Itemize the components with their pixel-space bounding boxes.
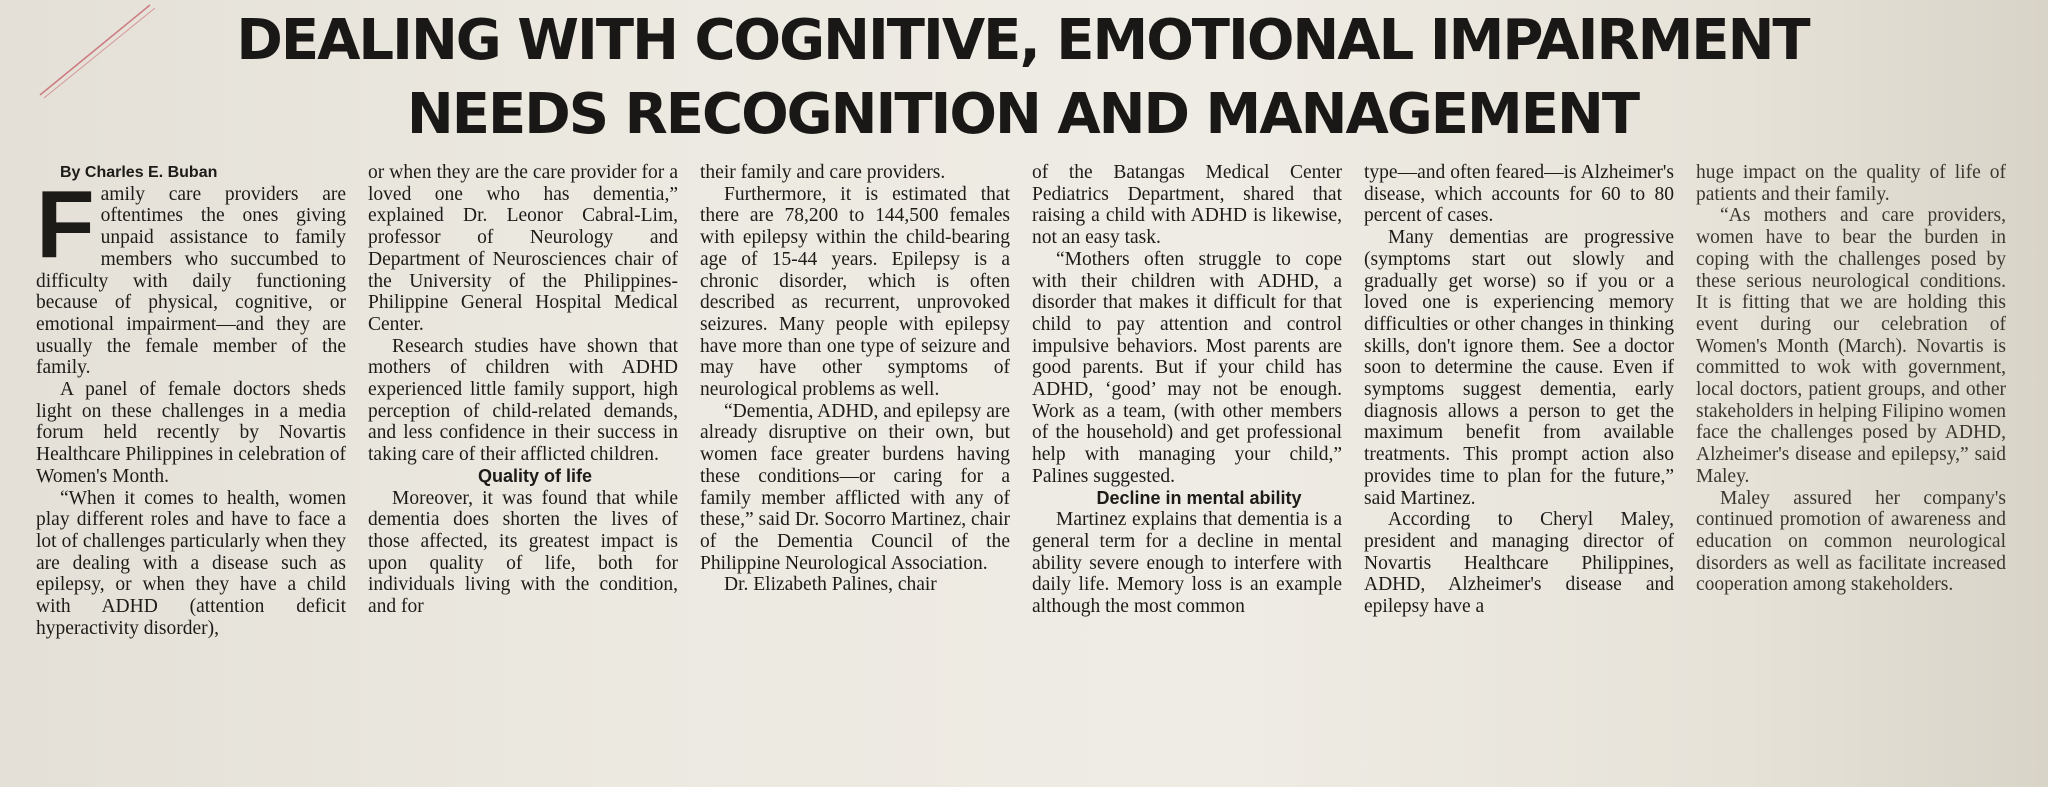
article-columns [36,162,2006,787]
subhead-quality-of-life: Quality of life [477,465,592,486]
paragraph: “Mothers often struggle to cope with their children with ADHD, a disorder that makes it difficult for that child to pay attention and control impulsive behaviors. Most parents are good parents. But if your child has ADHD, ‘good’ may not be enough. Work as a team, (with other members of the household) and get professional help with managing your child,” Palines suggested. [1032,248,1342,487]
paragraph: Research studies have shown that mothers of children with ADHD experienced little family support, high perception of child-related demands, and less confidence in their success in taking care of their afflicted children. [368,335,678,466]
paragraph: type—and often feared—is Alzheimer's disease, which accounts for 60 to 80 percent of cases. [1364,162,1674,227]
paragraph: their family and care providers. [700,162,946,183]
paragraph: Furthermore, it is estimated that there are 78,200 to 144,500 females with epilepsy within the child-bearing age of 15-44 years. Epilepsy is a chronic disorder, which is often described as recurrent, unprovoked seizures. Many people with epilepsy have more than one type of seizure and may have other symptoms of neurological problems as well. [700,183,1010,401]
headline-line-2: NEEDS RECOGNITION AND MANAGEMENT [406,82,1639,147]
paragraph: huge impact on the quality of life of patients and their family. [1696,162,2006,205]
headline-line-1: DEALING WITH COGNITIVE, EMOTIONAL IMPAIRMENT [236,8,1809,73]
paragraph: Martinez explains that dementia is a general term for a decline in mental ability severe enough to interfere with daily life. Memory loss is an example although the most common [1032,509,1342,618]
paragraph: “As mothers and care providers, women have to bear the burden in coping with the challenges posed by these serious neurological conditions. It is fitting that we are holding this event during our celebration of Women's Month (March). Novartis is committed to wok with government, local doctors, patient groups, and other stakeholders in helping Filipino women face the challenges posed by ADHD, Alzheimer's disease and epilepsy,” said Maley. [1696,205,2006,487]
paragraph: or when they are the care provider for a loved one who has dementia,” explained Dr. Leonor Cabral-Lim, professor of Neurology and Department of Neurosciences chair of the University of the Philippines-Philippine General Hospital Medical Center. [368,162,678,335]
column-5 [1364,162,1674,787]
paragraph: Maley assured her company's continued promotion of awareness and education on common neurological disorders as well as facilitate increased cooperation among stakeholders. [1696,487,2006,596]
drop-cap: F [36,170,95,278]
paragraph: Many dementias are progressive (symptoms start out slowly and gradually get worse) so if you or a loved one is experiencing memory difficulties or other changes in thinking skills, don't ignore them. See a doctor soon to determine the cause. Even if symptoms suggest dementia, early diagnosis allows a person to get the maximum benefit from available treatments. This prompt action also provides time to plan for the future,” said Martinez. [1364,227,1674,509]
column-1 [36,162,346,787]
subhead-decline-in-mental-ability: Decline in mental ability [1096,487,1302,508]
paragraph: of the Batangas Medical Center Pediatrics Department, shared that raising a child with ADHD is likewise, not an easy task. [1032,162,1342,249]
column-4 [1032,162,1342,787]
byline: By Charles E. Buban [60,164,218,181]
paragraph: “Dementia, ADHD, and epilepsy are already disruptive on their own, but women face greater burdens having these conditions—or caring for a family member afflicted with any of these,” said Dr. Socorro Martinez, chair of the Dementia Council of the Philippine Neurological Association. [700,400,1010,574]
paragraph: According to Cheryl Maley, president and managing director of Novartis Healthcare Philippines, ADHD, Alzheimer's disease and epilepsy have a [1364,509,1674,618]
headline [30,0,2015,152]
paragraph: Dr. Elizabeth Palines, chair [724,574,937,596]
column-3 [700,162,1010,787]
column-6 [1696,162,2006,787]
paragraph: A panel of female doctors sheds light on these challenges in a media forum held recently by Novartis Healthcare Philippines in celebration of Women's Month. [36,379,346,487]
paragraph: “When it comes to health, women play different roles and have to face a lot of challenges particularly when they are dealing with a disease such as epilepsy, or when they have a child with ADHD (attention deficit hyperactivity disorder), [36,487,346,639]
paragraph: Moreover, it was found that while dementia does shorten the lives of those affected, its greatest impact is upon quality of life, both for individuals living with the condition, and for [368,487,678,618]
column-2 [368,162,678,787]
lead-text: amily care providers are oftentimes the ones giving unpaid assistance to family members who succumbed to difficulty with daily functioning because of physical, cognitive, or emotional impairment—and they are usually the female member of the family. [36,183,346,379]
